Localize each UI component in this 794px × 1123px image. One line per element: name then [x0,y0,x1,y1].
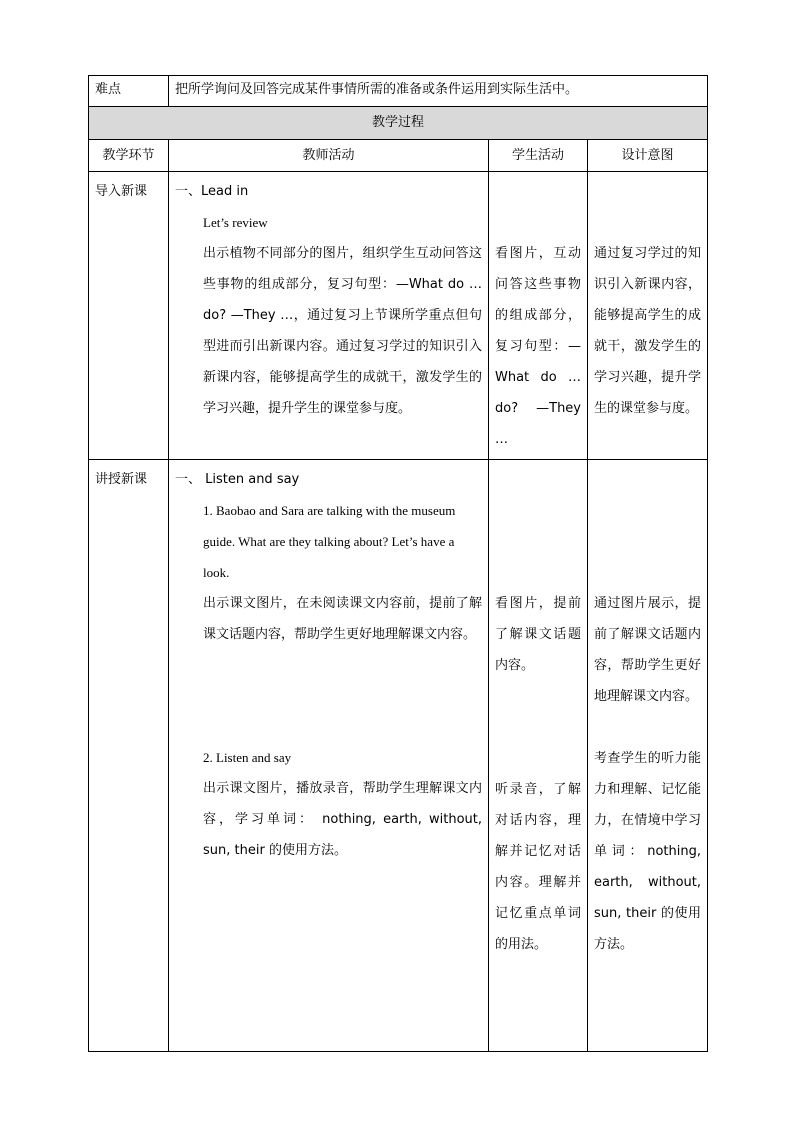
difficulty-content-cell [169,76,708,107]
header-teacher-text: 教师活动 [302,148,355,163]
header-intent-text: 设计意图 [621,148,674,163]
header-row [89,140,708,172]
table-row-lead-in [89,172,708,460]
header-stage-text: 教学环节 [102,148,155,163]
student-activity-text-2: 听录音，了解对话内容，理解并记忆对话内容。理解并记忆重点单词的用法。 [495,782,581,952]
design-intent-cell [588,460,708,1052]
sub-heading: Let’s review [203,215,268,230]
header-stage [89,140,169,172]
item1-title: 1. Baobao and Sara are talking with the museum guide. What are they talking about? Let’s have a look. [203,503,456,580]
stage-label: 导入新课 [95,184,148,199]
process-title: 教学过程 [371,115,424,130]
item2-body: 出示课文图片，播放录音，帮助学生理解课文内容，学习单词： nothing, earth, without, sun, their 的使用方法。 [203,781,482,858]
header-student [489,140,588,172]
difficulty-content: 把所学询问及回答完成某件事情所需的准备或条件运用到实际生活中。 [175,82,579,97]
stage-cell [89,172,169,460]
header-teacher [169,140,489,172]
student-activity-text-1: 看图片，提前了解课文话题内容。 [495,596,581,673]
item2-title: 2. Listen and say [203,750,292,765]
design-intent-text-2: 考查学生的听力能力和理解、记忆能力，在情境中学习单词：nothing, earth, without, sun, their 的使用方法。 [594,751,701,952]
difficulty-row [89,76,708,107]
item1-body: 出示课文图片，在未阅读课文内容前，提前了解课文话题内容，帮助学生更好地理解课文内容。 [203,596,482,642]
design-intent-cell [588,172,708,460]
process-title-cell [89,107,708,140]
section-heading: 一、 Listen and say [175,472,300,487]
design-intent-text-1: 通过图片展示，提前了解课文话题内容，帮助学生更好地理解课文内容。 [594,596,701,704]
lesson-plan-table [88,75,708,1052]
student-activity-text: 看图片，互动问答这些事物的组成部分，复习句型：—What do … do? —They … [495,246,581,447]
teacher-activity-cell [169,460,489,1052]
student-activity-cell [489,460,588,1052]
student-activity-cell [489,172,588,460]
table-row-new-lesson [89,460,708,1052]
difficulty-label-cell [89,76,169,107]
process-title-row [89,107,708,140]
section-heading: 一、Lead in [175,184,249,199]
header-student-text: 学生活动 [511,148,564,163]
stage-label: 讲授新课 [95,472,148,487]
difficulty-label: 难点 [95,82,122,97]
header-intent [588,140,708,172]
teacher-activity-text: 出示植物不同部分的图片，组织学生互动问答这些事物的组成部分，复习句型：—What do … do? —They …，通过复习上节课所学重点但句型进而引出新课内容。通过复习学过的知识引入新课内容，能够提高学生的成就干，激发学生的学习兴趣，提升学生的课堂参与度。 [203,246,482,416]
design-intent-text: 通过复习学过的知识引入新课内容，能够提高学生的成就干，激发学生的学习兴趣，提升学生的课堂参与度。 [594,246,701,416]
stage-cell [89,460,169,1052]
teacher-activity-cell [169,172,489,460]
